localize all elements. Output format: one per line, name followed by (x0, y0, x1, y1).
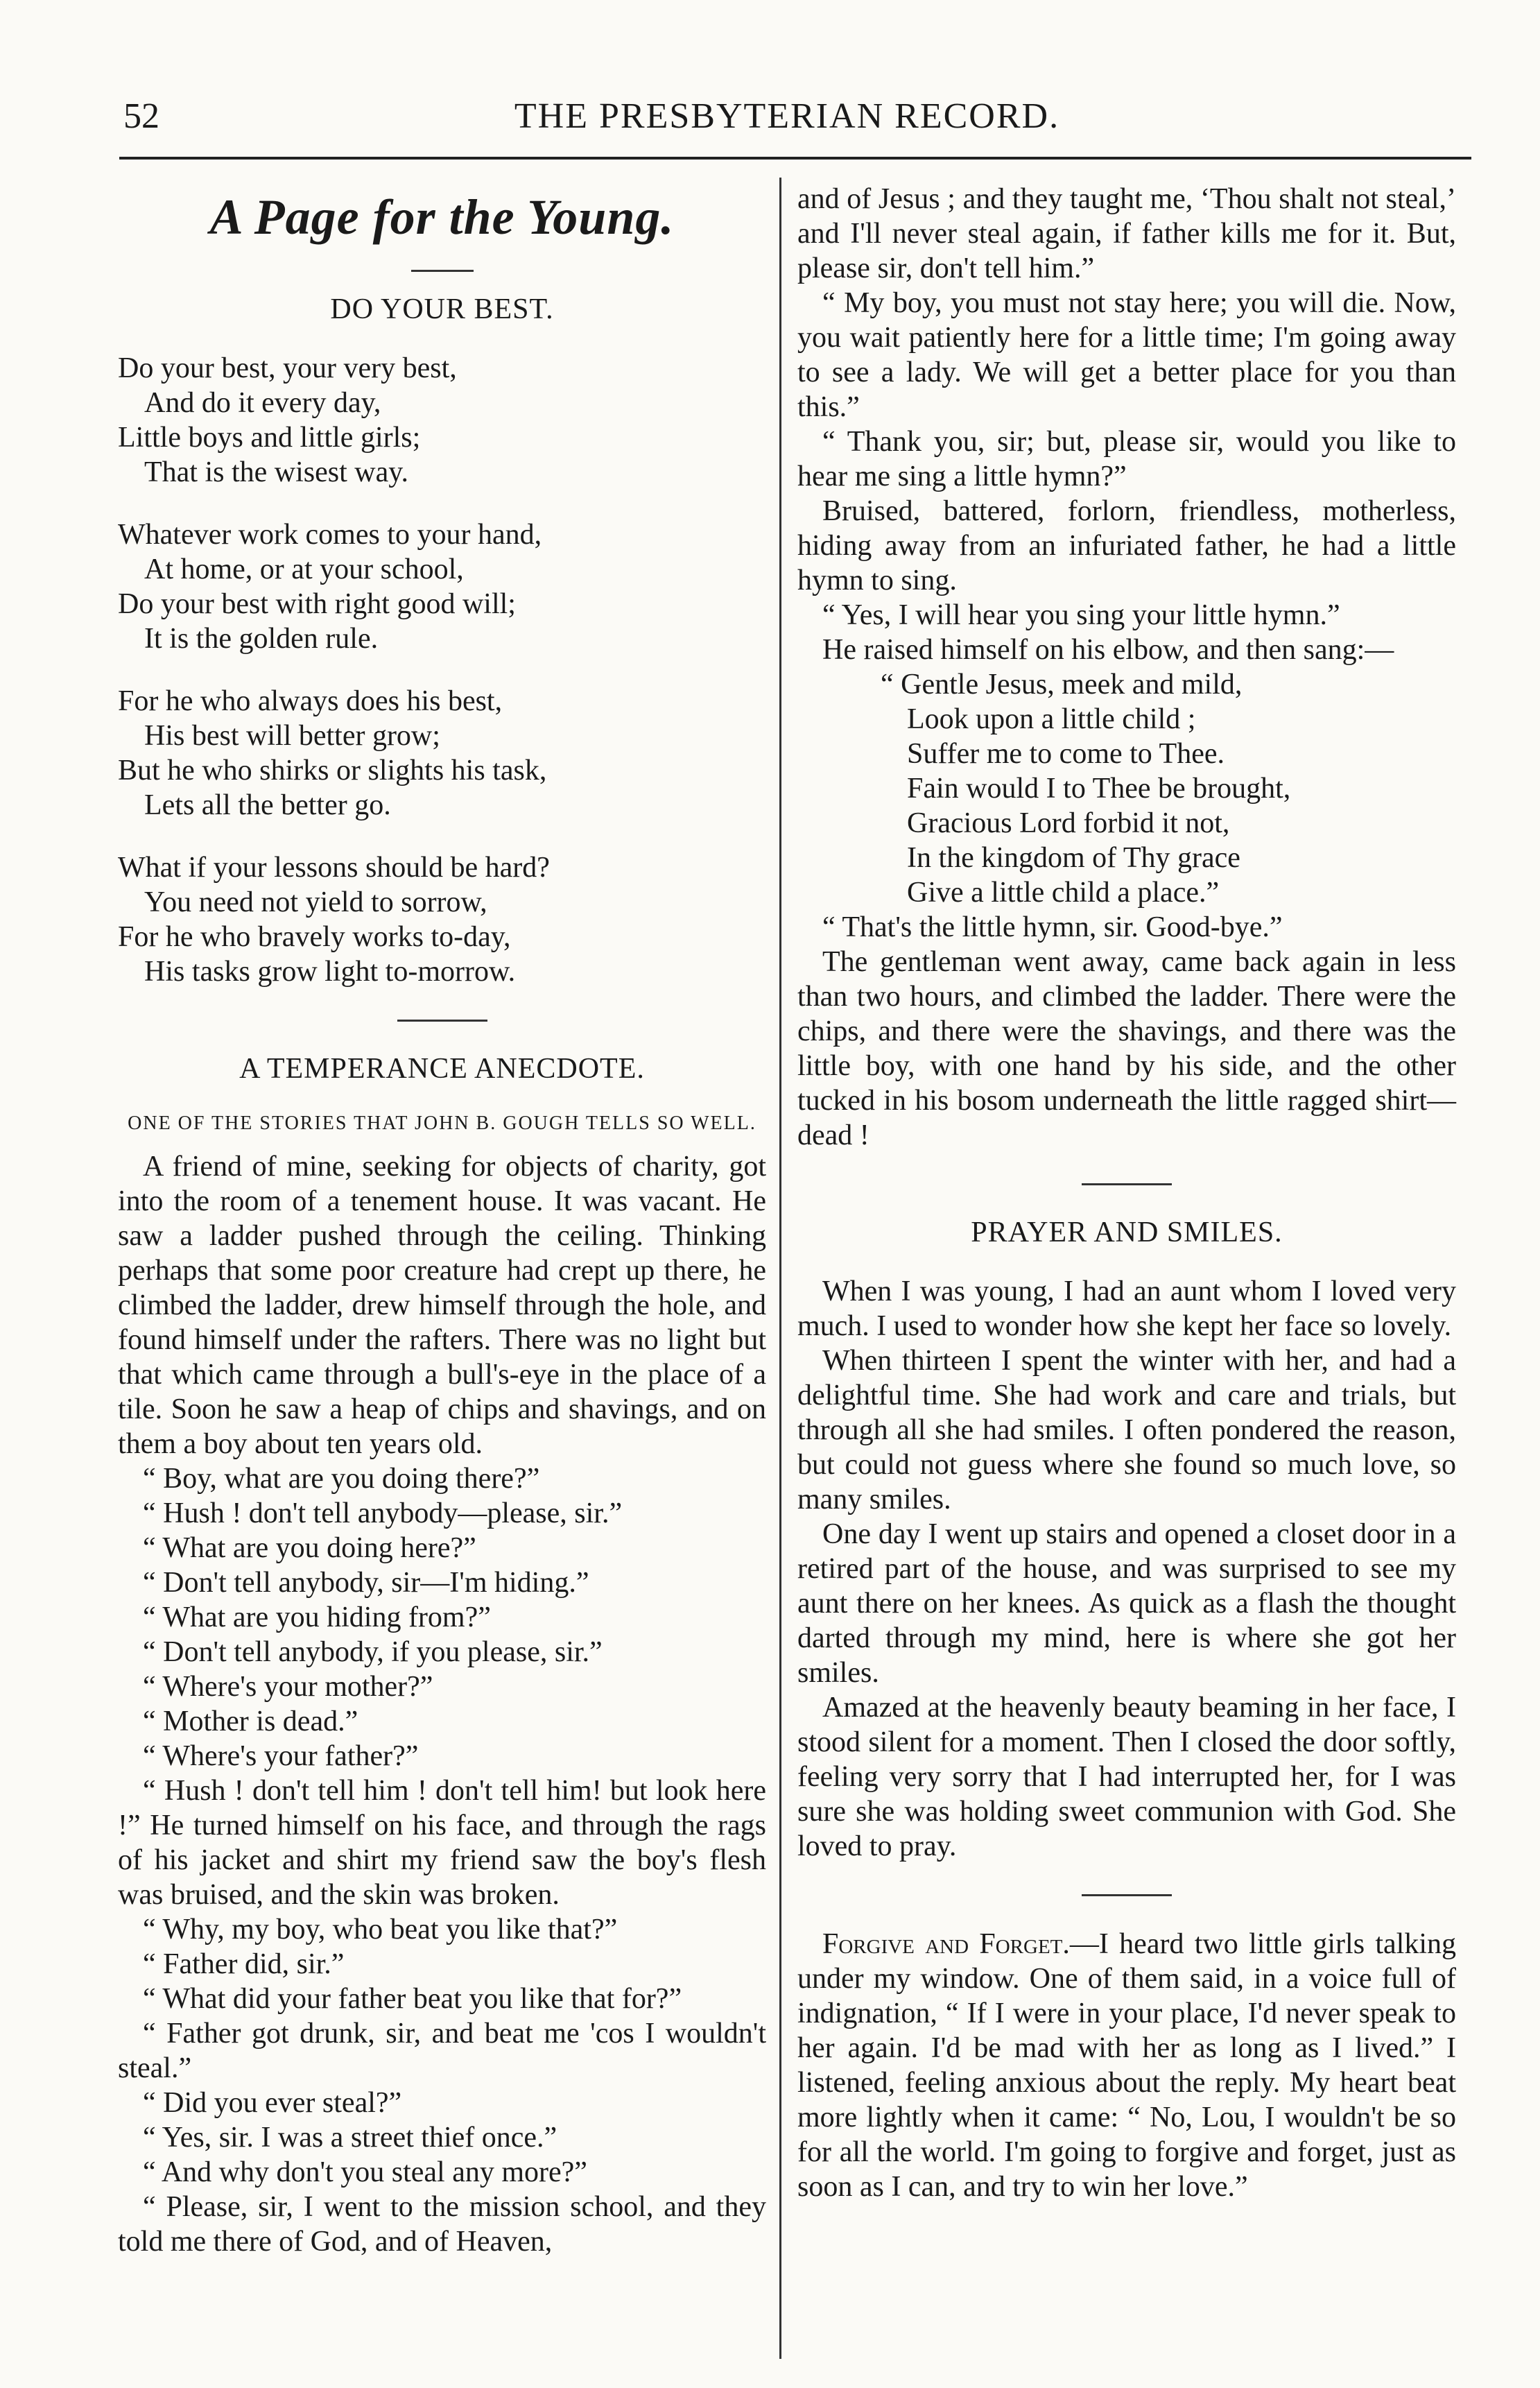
poem-line: Lets all the better go. (144, 789, 391, 821)
column-divider (779, 178, 781, 2359)
anecdote-paragraph: He raised himself on his elbow, and then sang:— (822, 634, 1394, 666)
anecdote-paragraph: “ Did you ever steal?” (143, 2087, 402, 2119)
poem-line: For he who always does his best, (118, 685, 503, 717)
anecdote-paragraph: “ What are you doing here?” (143, 1532, 476, 1564)
anecdote-paragraph: “ Father got drunk, sir, and beat me 'cos I wouldn't steal.” (118, 2018, 766, 2084)
poem-line: That is the wisest way. (144, 456, 409, 488)
poem-line: It is the golden rule. (144, 623, 379, 655)
poem-line: And do it every day, (144, 387, 381, 419)
anecdote-paragraph: “ Please, sir, I went to the mission school, and they told me there of God, and of Heaven, (118, 2191, 766, 2258)
hymn-line: Suffer me to come to Thee. (907, 738, 1225, 770)
poem-stanza (118, 850, 766, 989)
title-rule (411, 270, 474, 272)
section-rule (397, 1020, 487, 1022)
prayer-paragraph: One day I went up stairs and opened a closet door in a retired part of the house, and was surprised to see my aunt there on her knees. As quick as a flash the thought darted through my mind, here is where she got her smiles. (797, 1518, 1456, 1689)
anecdote-paragraph: “ Mother is dead.” (143, 1706, 358, 1737)
left-column (118, 182, 766, 2259)
anecdote-paragraph: “ My boy, you must not stay here; you will die. Now, you wait patiently here for a little time; I'm going away to see a lady. We will get a better place for you than this.” (797, 287, 1456, 423)
poem-stanza (118, 684, 766, 823)
poem-line: You need not yield to sorrow, (144, 886, 487, 918)
anecdote-paragraph: The gentleman went away, came back again in less than two hours, and climbed the ladder. There were the chips, and there were the shavings, and there was the little boy, with one hand by his side, and the other tucked in his bosom underneath the little ragged shirt—dead ! (797, 946, 1456, 1151)
anecdote-paragraph: and of Jesus ; and they taught me, ‘Thou shalt not steal,’ and I'll never steal again, if father kills me for it. But, please sir, don't tell him.” (797, 183, 1456, 284)
poem-line: For he who bravely works to-day, (118, 921, 511, 953)
right-column (797, 182, 1456, 2204)
anecdote-paragraph: Bruised, battered, forlorn, friendless, motherless, hiding away from an infuriated father, he had a little hymn to sing. (797, 495, 1456, 596)
hymn-line: Give a little child a place.” (907, 877, 1220, 909)
prayer-paragraph: Amazed at the heavenly beauty beaming in her face, I stood silent for a moment. Then I closed the door softly, feeling very sorry that I had interrupted her, for I was sure she was holding sweet communion with God. She loved to pray. (797, 1692, 1456, 1862)
forgive-lead: Forgive and Forget. (822, 1928, 1070, 1960)
prayer-paragraph: When thirteen I spent the winter with her, and had a delightful time. She had work and care and trials, but through all she had smiles. I often pondered the reason, but could not guess where she found so much love, so many smiles. (797, 1345, 1456, 1515)
hymn-line: Gracious Lord forbid it not, (907, 807, 1230, 839)
anecdote-paragraph: “ Hush ! don't tell anybody—please, sir.” (143, 1497, 623, 1529)
hymn-line: “ Gentle Jesus, meek and mild, (881, 669, 1243, 701)
section-rule (1082, 1894, 1172, 1896)
poem-line: His tasks grow light to-morrow. (144, 956, 516, 988)
hymn-line: In the kingdom of Thy grace (907, 842, 1240, 874)
anecdote-paragraph: “ Yes, sir. I was a street thief once.” (143, 2122, 557, 2154)
prayer-title: PRAYER AND SMILES. (971, 1217, 1283, 1248)
anecdote-paragraph: “ What did your father beat you like that for?” (143, 1983, 682, 2015)
prayer-paragraph: When I was young, I had an aunt whom I loved very much. I used to wonder how she kept her face so lovely. (797, 1275, 1456, 1342)
poem-line: Little boys and little girls; (118, 422, 421, 454)
hymn (797, 667, 1456, 910)
poem-stanza (118, 517, 766, 656)
page-header (104, 83, 1470, 146)
anecdote-title: A TEMPERANCE ANECDOTE. (239, 1053, 645, 1085)
poem-line: His best will better grow; (144, 720, 440, 752)
anecdote-paragraph: A friend of mine, seeking for objects of charity, got into the room of a tenement house. It was vacant. He saw a ladder pushed through the ceiling. Thinking perhaps that some poor creature had crept up there, he climbed the ladder, drew himself through the hole, and found himself under the rafters. There was no light but that which came through a bull's-eye in the place of a tile. Soon he saw a heap of chips and shavings, and on them a boy about ten years old. (118, 1151, 766, 1460)
header-rule (119, 157, 1471, 160)
anecdote-paragraph: “ Why, my boy, who beat you like that?” (143, 1914, 618, 1945)
poem-stanza (118, 351, 766, 490)
running-title: THE PRESBYTERIAN RECORD. (514, 96, 1060, 136)
anecdote-paragraph: “ Hush ! don't tell him ! don't tell him! but look here !” He turned himself on his face, and through the rags of his jacket and shirt my friend saw the boy's flesh was bruised, and the skin was broken. (118, 1775, 766, 1911)
section-title: A Page for the Young. (209, 189, 675, 245)
anecdote-paragraph: “ Don't tell anybody, sir—I'm hiding.” (143, 1567, 589, 1599)
anecdote-paragraph: “ Where's your mother?” (143, 1671, 433, 1703)
section-rule (1082, 1183, 1172, 1185)
anecdote-subtitle: ONE OF THE STORIES THAT JOHN B. GOUGH TELLS SO WELL. (128, 1113, 756, 1134)
forgive-paragraph (797, 1927, 1456, 2204)
page-number: 52 (123, 96, 159, 136)
anecdote-paragraph: “ That's the little hymn, sir. Good-bye.” (822, 911, 1283, 943)
forgive-text: —I heard two little girls talking under my window. One of them said, in a voice full of indignation, “ If I were in your place, I'd never speak to her again. I'd be mad with her as long as I lived.” I listened, feeling anxious about the reply. My heart beat more lightly when it came: “ No, Lou, I wouldn't be so for all the world. I'm going to forgive and forget, just as soon as I can, and try to win her love.” (797, 1928, 1456, 2203)
anecdote-paragraph: “ Don't tell anybody, if you please, sir.” (143, 1636, 603, 1668)
anecdote-paragraph: “ Boy, what are you doing there?” (143, 1463, 540, 1495)
hymn-line: Look upon a little child ; (907, 703, 1196, 735)
poem-line: Do your best, your very best, (118, 352, 457, 384)
poem-line: What if your lessons should be hard? (118, 852, 550, 884)
poem-line: Do your best with right good will; (118, 588, 516, 620)
anecdote-paragraph: “ Thank you, sir; but, please sir, would you like to hear me sing a little hymn?” (797, 426, 1456, 492)
poem-line: At home, or at your school, (144, 553, 464, 585)
poem-title: DO YOUR BEST. (330, 293, 554, 325)
poem-line: But he who shirks or slights his task, (118, 755, 547, 787)
anecdote-paragraph: “ Yes, I will hear you sing your little hymn.” (822, 599, 1340, 631)
poem-line: Whatever work comes to your hand, (118, 519, 542, 551)
anecdote-paragraph: “ Where's your father?” (143, 1740, 419, 1772)
hymn-line: Fain would I to Thee be brought, (907, 773, 1291, 805)
anecdote-paragraph: “ What are you hiding from?” (143, 1601, 491, 1633)
anecdote-paragraph: “ And why don't you steal any more?” (143, 2156, 587, 2188)
anecdote-paragraph: “ Father did, sir.” (143, 1948, 345, 1980)
